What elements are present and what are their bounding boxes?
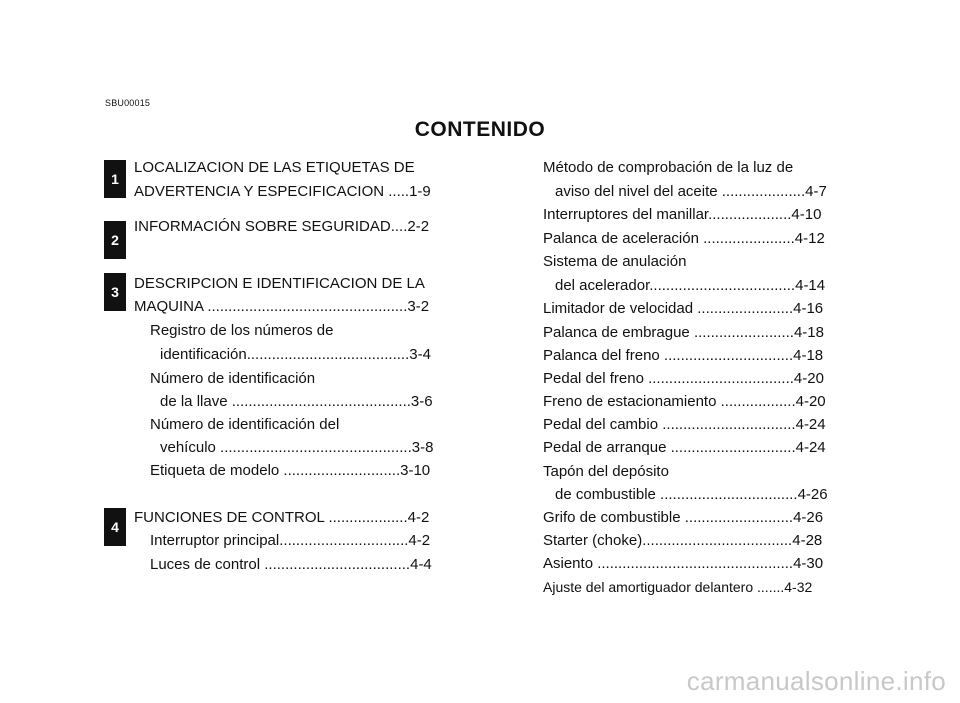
toc-entry: ADVERTENCIA Y ESPECIFICACION .....1-9 <box>134 183 431 200</box>
toc-entry: identificación.......................................3-4 <box>160 346 431 363</box>
toc-entry: Ajuste del amortiguador delantero .......4-32 <box>543 579 813 595</box>
toc-entry: Número de identificación del <box>150 416 340 433</box>
toc-entry: Sistema de anulación <box>543 253 687 270</box>
toc-entry: de combustible .................................4-26 <box>555 486 828 503</box>
toc-entry: del acelerador...................................4-14 <box>555 277 826 294</box>
toc-entry: Registro de los números de <box>150 322 334 339</box>
toc-entry: Limitador de velocidad .......................4-16 <box>543 300 824 317</box>
toc-entry: Número de identificación <box>150 370 316 387</box>
toc-entry: vehículo ..............................................3-8 <box>160 439 434 456</box>
toc-entry: FUNCIONES DE CONTROL ...................4-2 <box>134 509 430 526</box>
toc-entry: MAQUINA ................................................3-2 <box>134 298 430 315</box>
toc-entry: Palanca de aceleración ......................4-12 <box>543 230 825 247</box>
toc-entry: Palanca de embrague ........................4-18 <box>543 324 824 341</box>
toc-entry: Interruptor principal...............................4-2 <box>150 532 431 549</box>
toc-entry: Etiqueta de modelo ............................3-10 <box>150 462 431 479</box>
page-title: CONTENIDO <box>414 118 546 141</box>
toc-entry: aviso del nivel del aceite ....................4-7 <box>555 183 827 200</box>
chapter-tab-2: 2 <box>104 221 126 259</box>
toc-entry: Interruptores del manillar....................4-10 <box>543 206 822 223</box>
toc-entry: Método de comprobación de la luz de <box>543 159 794 176</box>
toc-entry: Starter (choke)....................................4-28 <box>543 532 823 549</box>
chapter-tab-4: 4 <box>104 508 126 546</box>
toc-entry: LOCALIZACION DE LAS ETIQUETAS DE <box>134 159 415 176</box>
toc-entry: Pedal del cambio ................................4-24 <box>543 416 826 433</box>
toc-entry: Luces de control ...................................4-4 <box>150 556 432 573</box>
toc-entry: Pedal de arranque ..............................4-24 <box>543 439 826 456</box>
document-code: SBU00015 <box>105 98 151 108</box>
toc-entry: Grifo de combustible ..........................4-26 <box>543 509 824 526</box>
toc-entry: INFORMACIÓN SOBRE SEGURIDAD....2-2 <box>134 218 430 235</box>
chapter-tab-1: 1 <box>104 160 126 198</box>
toc-entry: Tapón del depósito <box>543 463 669 480</box>
watermark: carmanualsonline.info <box>686 666 946 696</box>
toc-entry: de la llave ...........................................3-6 <box>160 393 433 410</box>
toc-entry: Freno de estacionamiento ..................4-20 <box>543 393 826 410</box>
toc-entry: DESCRIPCION E IDENTIFICACION DE LA <box>134 275 425 292</box>
chapter-tab-3: 3 <box>104 273 126 311</box>
toc-entry: Palanca del freno ...............................4-18 <box>543 347 824 364</box>
toc-entry: Pedal del freno ...................................4-20 <box>543 370 824 387</box>
toc-entry: Asiento ...............................................4-30 <box>543 555 824 572</box>
